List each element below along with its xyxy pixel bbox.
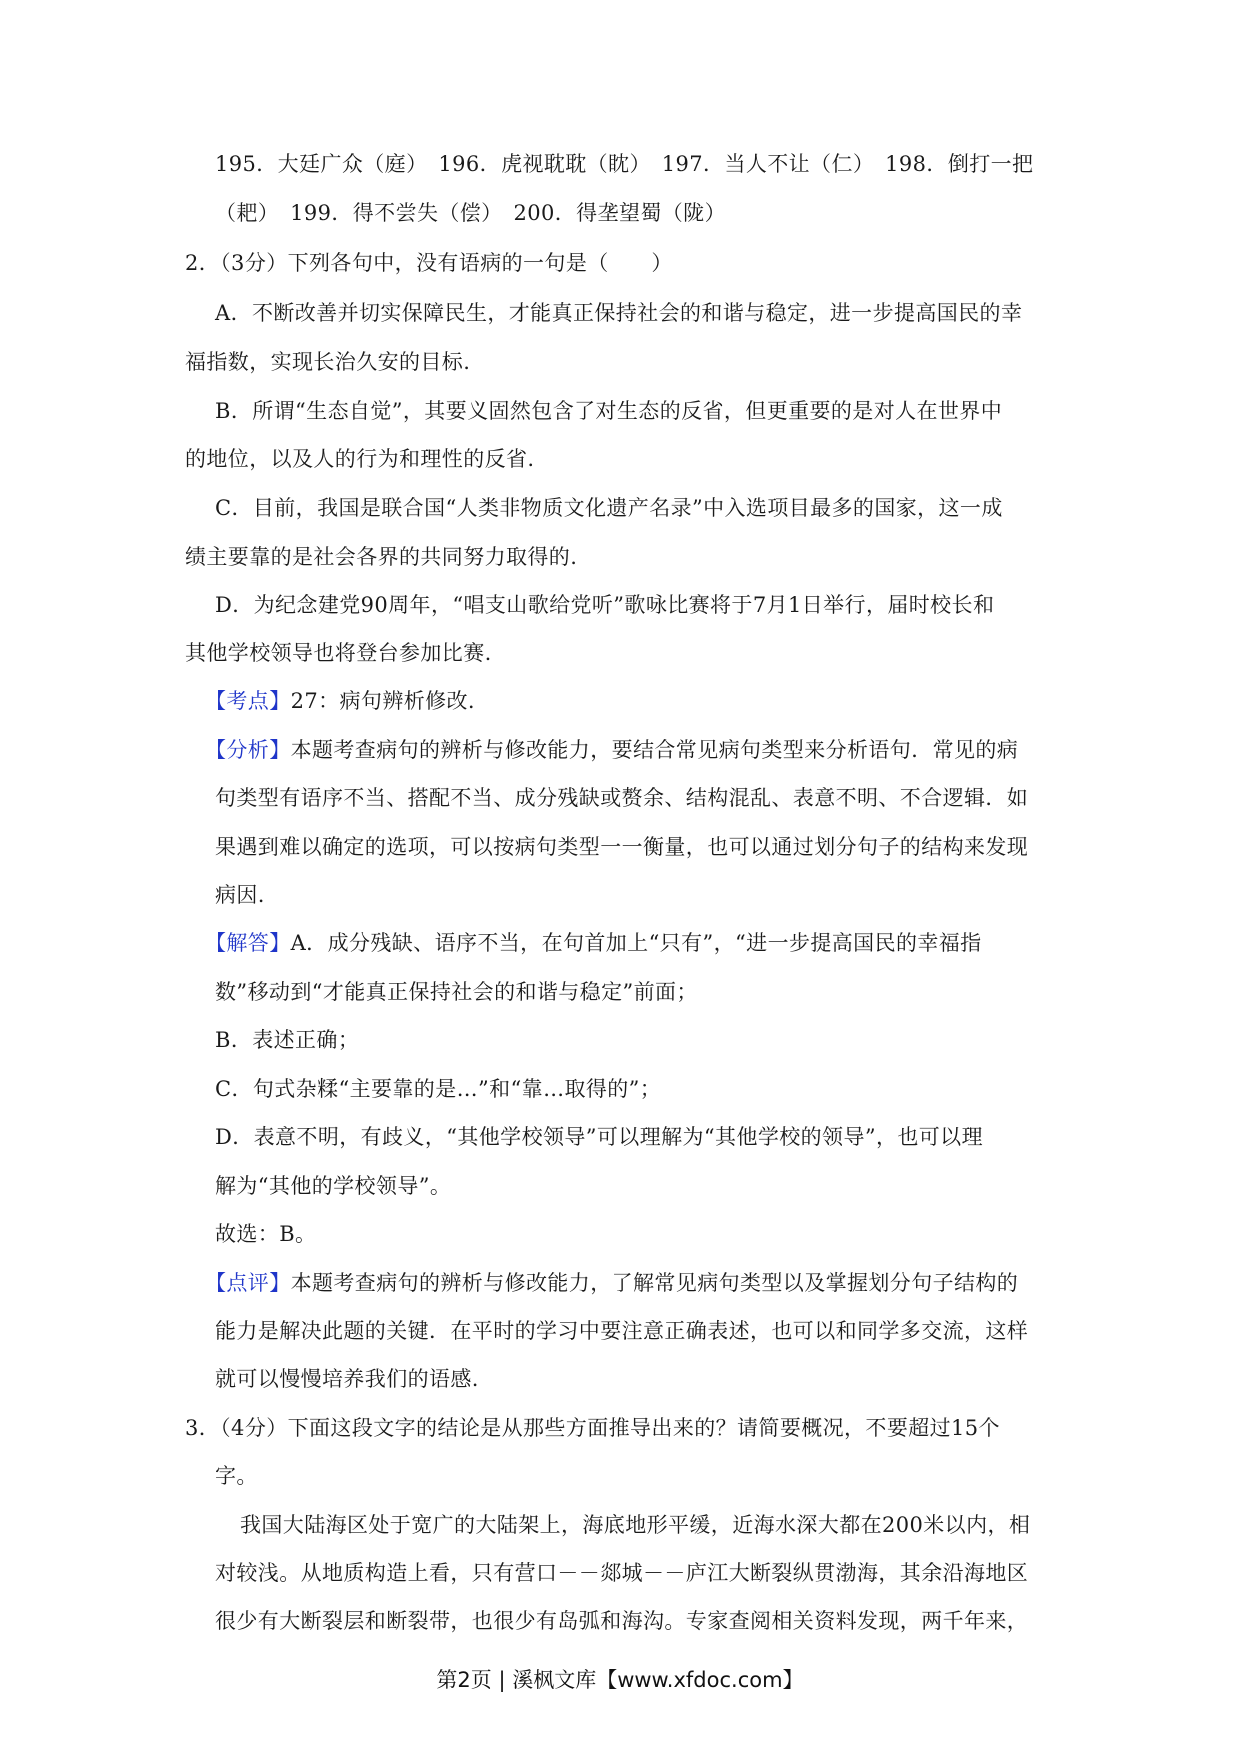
kaodian-text: 27：病句辨析修改. <box>290 689 476 713</box>
passage-line-3: 很少有大断裂层和断裂带，也很少有岛弧和海沟。专家查阅相关资料发现，两千年来， <box>215 1609 1029 1633</box>
fenxi-text: 本题考查病句的辨析与修改能力，要结合常见病句类型来分析语句．常见的病 <box>290 738 1019 762</box>
dianping-line-2: 能力是解决此题的关键．在平时的学习中要注意正确表述，也可以和同学多交流，这样 <box>215 1319 1029 1343</box>
dianping-line-3: 就可以慢慢培养我们的语感. <box>215 1367 479 1391</box>
kaodian-line <box>205 686 475 716</box>
jieda-line-5: D．表意不明，有歧义，“其他学校领导”可以理解为“其他学校的领导”，也可以理 <box>215 1125 983 1149</box>
passage-line-1: 我国大陆海区处于宽广的大陆架上，海底地形平缓，近海水深大都在200米以内，相 <box>240 1513 1031 1537</box>
fenxi-line-4: 病因. <box>215 883 265 907</box>
fenxi-tag: 【分析】 <box>205 738 291 762</box>
question-2-stem: 2．（3分）下列各句中，没有语病的一句是（ ） <box>185 251 673 275</box>
fenxi-line-1 <box>205 735 1018 765</box>
jieda-line-2: 数”移动到“才能真正保持社会的和谐与稳定”前面； <box>215 980 698 1004</box>
option-c-line-1: C．目前，我国是联合国“人类非物质文化遗产名录”中入选项目最多的国家，这一成 <box>215 496 1003 520</box>
page-footer: 第2页 | 溪枫文库【www.xfdoc.com】 <box>436 1668 804 1692</box>
dianping-tag: 【点评】 <box>205 1271 291 1295</box>
option-d-line-1: D．为纪念建党90周年，“唱支山歌给党听”歌咏比赛将于7月1日举行，届时校长和 <box>215 593 995 617</box>
option-a-line-2: 福指数，实现长治久安的目标. <box>185 350 471 374</box>
option-d-line-2: 其他学校领导也将登台参加比赛. <box>185 641 492 665</box>
answer-list-line-1: 195．大廷广众（庭） 196．虎视耽耽（眈） 197．当人不让（仁） 198．倒打一把 <box>215 152 1034 176</box>
kaodian-tag: 【考点】 <box>205 689 291 713</box>
dianping-text: 本题考查病句的辨析与修改能力，了解常见病句类型以及掌握划分句子结构的 <box>290 1271 1019 1295</box>
jieda-tag: 【解答】 <box>205 931 291 955</box>
option-a-line-1: A．不断改善并切实保障民生，才能真正保持社会的和谐与稳定，进一步提高国民的幸 <box>215 301 1023 325</box>
dianping-line-1 <box>205 1268 1018 1298</box>
option-b-line-2: 的地位，以及人的行为和理性的反省. <box>185 447 535 471</box>
option-c-line-2: 绩主要靠的是社会各界的共同努力取得的. <box>185 545 578 569</box>
question-3-stem-line-2: 字。 <box>215 1464 258 1488</box>
answer-list-line-2: （耙） 199．得不尝失（偿） 200．得垄望蜀（陇） <box>215 201 726 225</box>
passage-line-2: 对较浅。从地质构造上看，只有营口－－郯城－－庐江大断裂纵贯渤海，其余沿海地区 <box>215 1561 1029 1585</box>
jieda-line-1 <box>205 928 982 958</box>
fenxi-line-3: 果遇到难以确定的选项，可以按病句类型一一衡量，也可以通过划分句子的结构来发现 <box>215 835 1029 859</box>
option-b-line-1: B．所谓“生态自觉”，其要义固然包含了对生态的反省，但更重要的是对人在世界中 <box>215 399 1003 423</box>
jieda-choice: 故选：B。 <box>215 1222 317 1246</box>
jieda-line-6: 解为“其他的学校领导”。 <box>215 1174 452 1198</box>
jieda-line-3: B．表述正确； <box>215 1028 360 1052</box>
jieda-text: A．成分残缺、语序不当，在句首加上“只有”，“进一步提高国民的幸福指 <box>290 931 982 955</box>
fenxi-line-2: 句类型有语序不当、搭配不当、成分残缺或赘余、结构混乱、表意不明、不合逻辑．如 <box>215 786 1029 810</box>
question-3-stem-line-1: 3．（4分）下面这段文字的结论是从那些方面推导出来的？请简要概况，不要超过15个 <box>185 1416 1000 1440</box>
jieda-line-4: C．句式杂糅“主要靠的是…”和“靠…取得的”； <box>215 1077 662 1101</box>
